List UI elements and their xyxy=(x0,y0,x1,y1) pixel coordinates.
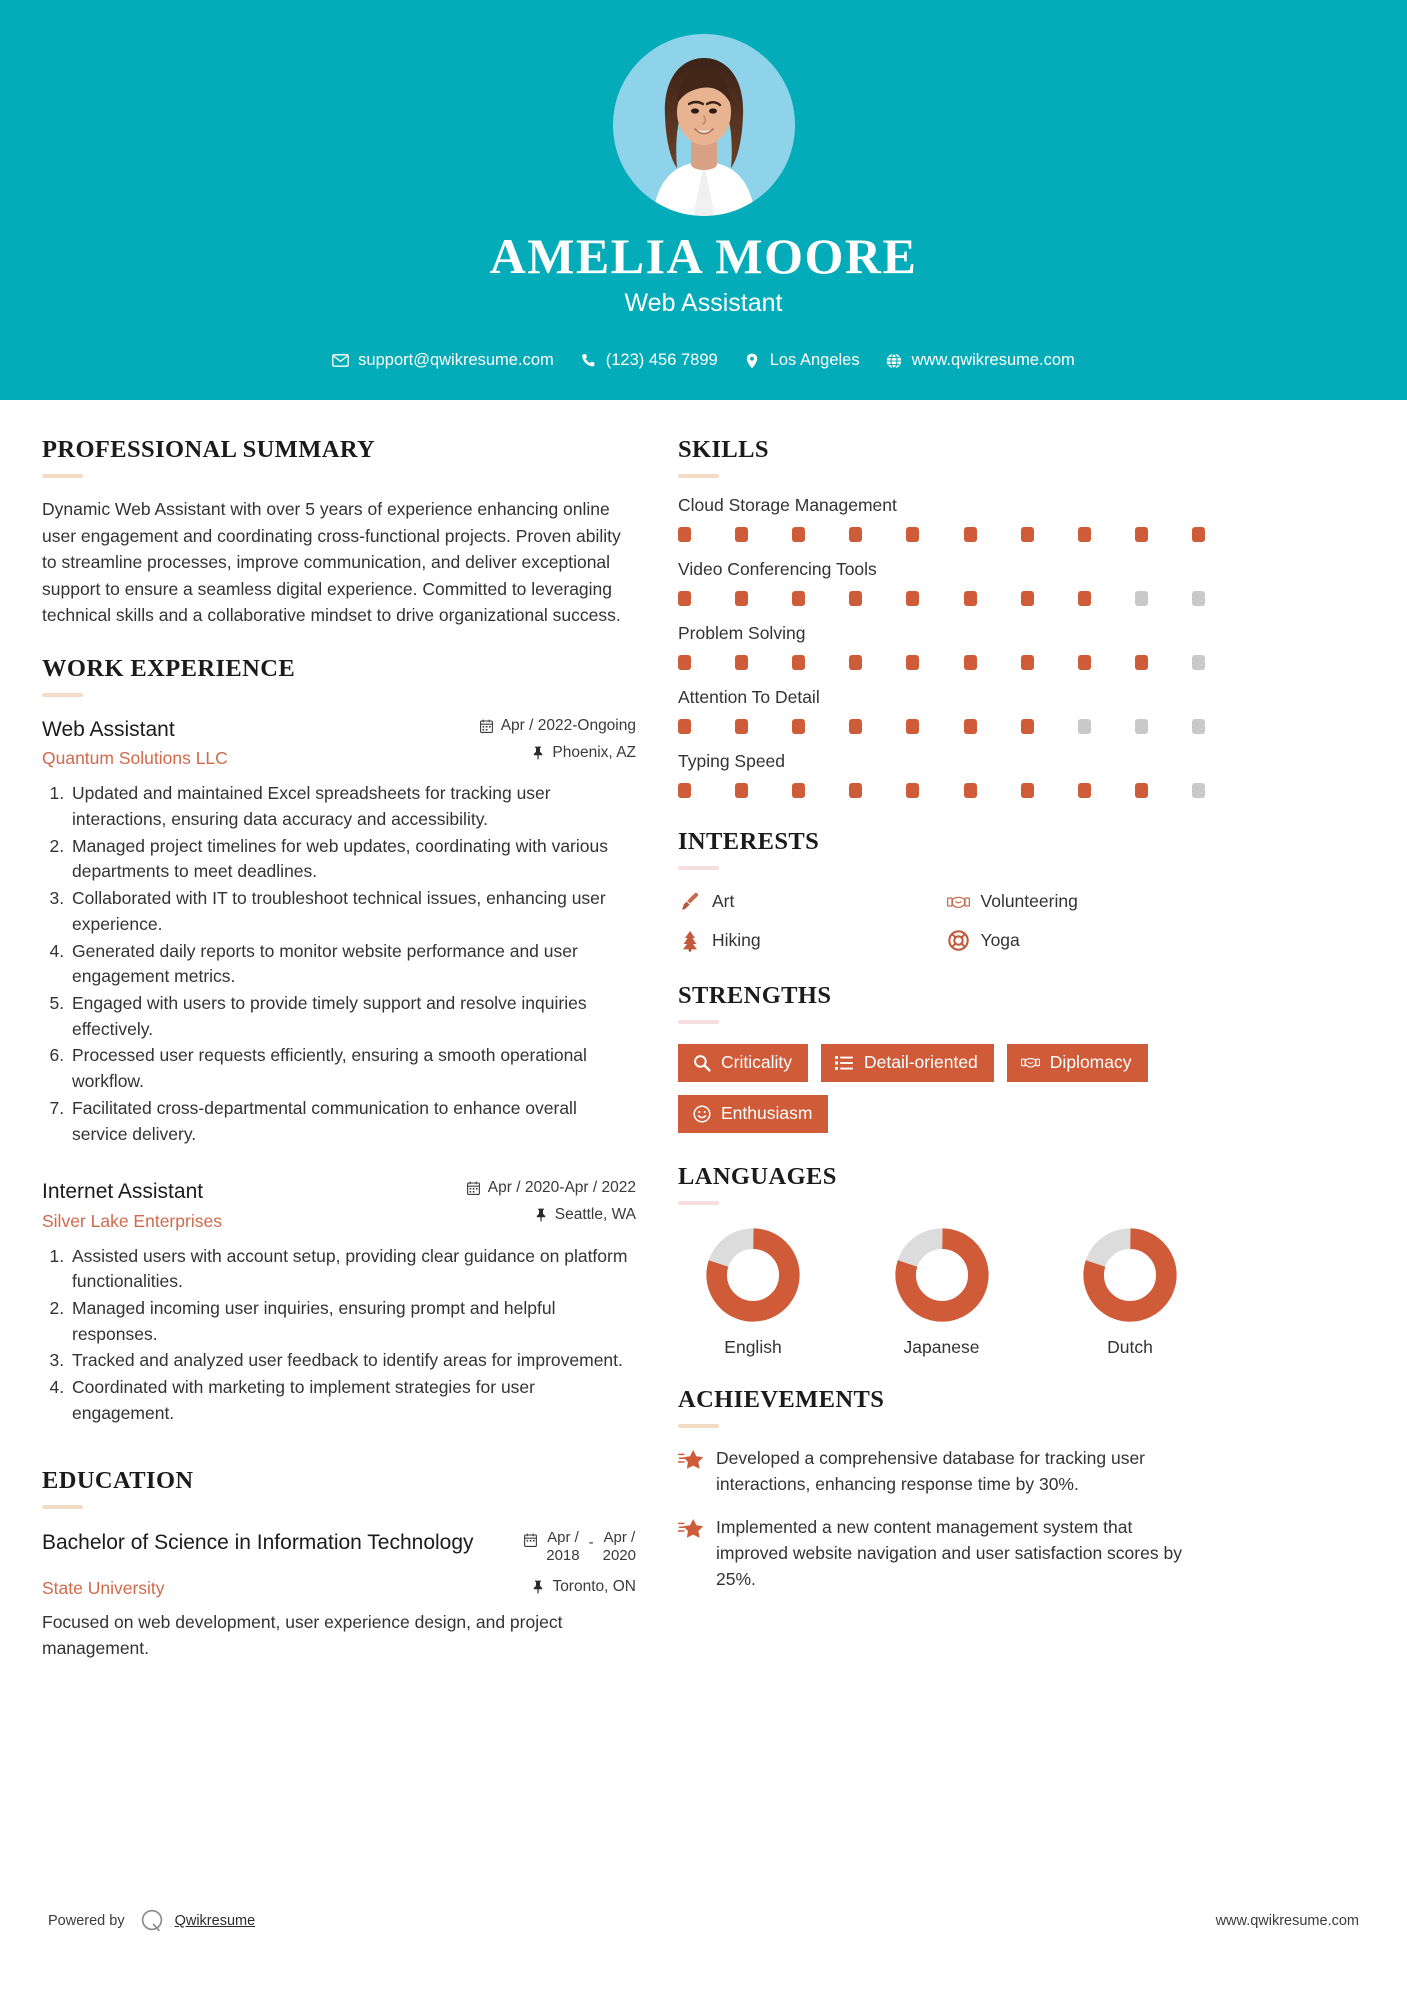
pushpin-icon xyxy=(531,745,545,760)
strength-label: Criticality xyxy=(721,1051,792,1072)
interest-item xyxy=(678,890,937,913)
skill-rating xyxy=(678,591,1205,606)
lifebuoy-icon xyxy=(947,929,970,952)
skill-dot xyxy=(735,591,748,606)
section-skills xyxy=(678,436,1205,798)
job-bullet: 2. Managed incoming user inquiries, ensuring prompt and helpful responses. xyxy=(69,1296,636,1347)
section-languages xyxy=(678,1163,1205,1358)
skill-item xyxy=(678,559,1205,606)
section-title-achievements: ACHIEVEMENTS xyxy=(678,1386,885,1413)
skill-dot xyxy=(1135,527,1148,542)
language-name: English xyxy=(724,1337,782,1357)
section-title-summary: PROFESSIONAL SUMMARY xyxy=(42,436,376,463)
job-bullet: 3. Tracked and analyzed user feedback to identify areas for improvement. xyxy=(69,1348,636,1374)
strength-tag xyxy=(821,1044,994,1082)
skill-dot xyxy=(792,719,805,734)
interests-grid xyxy=(678,890,1205,952)
language-name: Japanese xyxy=(903,1337,980,1357)
paintbrush-icon xyxy=(678,890,701,913)
education-location-text: Toronto, ON xyxy=(552,1578,636,1596)
section-rule xyxy=(42,474,83,478)
page-title: AMELIA MOORE xyxy=(489,228,918,284)
globe-icon xyxy=(886,352,903,369)
job-bullet: 1. Assisted users with account setup, providing clear guidance on platform functionalities. xyxy=(69,1244,636,1295)
skill-rating xyxy=(678,527,1205,542)
achievement-text: Implemented a new content management system that improved website navigation and user satisfaction scores by 25%. xyxy=(716,1517,1182,1589)
job-dates xyxy=(480,717,636,735)
work-entry xyxy=(42,717,636,1147)
interest-label: Volunteering xyxy=(980,891,1078,911)
job-company: Quantum Solutions LLC xyxy=(42,748,228,769)
left-column xyxy=(42,436,636,1668)
handshake-icon xyxy=(1021,1053,1040,1072)
skill-name: Attention To Detail xyxy=(678,687,820,707)
skill-dot xyxy=(1021,655,1034,670)
skill-dot xyxy=(964,783,977,798)
job-bullet: 3. Collaborated with IT to troubleshoot technical issues, enhancing user experience. xyxy=(69,886,636,937)
contact-email-text: support@qwikresume.com xyxy=(358,351,554,369)
skill-dot xyxy=(1078,719,1091,734)
job-dates-text: Apr / 2020-Apr / 2022 xyxy=(487,1179,636,1197)
education-dates xyxy=(524,1529,636,1567)
achievement-item xyxy=(678,1515,1205,1592)
skill-dot xyxy=(964,655,977,670)
skill-name: Typing Speed xyxy=(678,751,786,771)
education-date-end xyxy=(603,1529,636,1567)
contact-website[interactable] xyxy=(886,351,1075,370)
section-title-languages: LANGUAGES xyxy=(678,1163,837,1190)
qwikresume-brand-link[interactable]: Qwikresume xyxy=(174,1913,256,1929)
skill-dot xyxy=(964,719,977,734)
skill-dot xyxy=(1135,783,1148,798)
contact-phone-text: (123) 456 7899 xyxy=(605,351,718,369)
language-item xyxy=(867,1227,1017,1358)
contact-website-text: www.qwikresume.com xyxy=(911,351,1075,369)
skill-dot xyxy=(906,527,919,542)
avatar xyxy=(613,34,795,216)
skill-item xyxy=(678,495,1205,542)
calendar-icon xyxy=(524,1533,537,1547)
resume-header xyxy=(0,0,1407,400)
interest-item xyxy=(947,929,1206,952)
skill-dot xyxy=(964,527,977,542)
job-role: Internet Assistant xyxy=(42,1180,204,1204)
skill-dot xyxy=(735,783,748,798)
section-achievements xyxy=(678,1386,1205,1593)
pine-tree-icon xyxy=(678,929,701,952)
skill-dot xyxy=(849,719,862,734)
skill-dot xyxy=(906,655,919,670)
section-strengths xyxy=(678,982,1205,1133)
language-item xyxy=(678,1227,828,1358)
strengths-tag-list xyxy=(678,1044,1205,1133)
skill-dot xyxy=(792,783,805,798)
strength-tag xyxy=(678,1044,808,1082)
strength-label: Diplomacy xyxy=(1049,1051,1132,1072)
job-role: Web Assistant xyxy=(42,717,175,741)
skill-name: Cloud Storage Management xyxy=(678,495,897,515)
magnifier-icon xyxy=(692,1053,711,1072)
interest-item xyxy=(947,890,1206,913)
section-title-skills: SKILLS xyxy=(678,436,769,463)
interest-item xyxy=(678,929,937,952)
section-rule xyxy=(678,1020,719,1024)
section-title-strengths: STRENGTHS xyxy=(678,982,832,1009)
skill-dot xyxy=(1078,591,1091,606)
handshake-icon xyxy=(947,890,970,913)
skill-dot xyxy=(792,527,805,542)
job-bullet: 6. Processed user requests efficiently, ensuring a smooth operational workflow. xyxy=(69,1043,636,1094)
list-icon xyxy=(835,1053,854,1072)
skill-dot xyxy=(1192,655,1205,670)
skill-dot xyxy=(849,527,862,542)
skill-dot xyxy=(678,655,691,670)
right-column xyxy=(678,436,1205,1599)
language-donut-chart xyxy=(894,1227,990,1323)
skill-dot xyxy=(678,719,691,734)
education-degree: Bachelor of Science in Information Technology xyxy=(42,1530,474,1554)
skill-dot xyxy=(735,527,748,542)
section-title-interests: INTERESTS xyxy=(678,828,820,855)
pushpin-icon xyxy=(531,1580,545,1595)
achievement-item xyxy=(678,1446,1205,1497)
education-subheader xyxy=(42,1570,636,1599)
section-title-education: EDUCATION xyxy=(42,1466,194,1494)
skill-dot xyxy=(678,527,691,542)
contact-location-text: Los Angeles xyxy=(769,351,860,369)
section-education xyxy=(42,1467,636,1662)
skill-dot xyxy=(678,783,691,798)
pushpin-icon xyxy=(534,1208,548,1223)
skill-dot xyxy=(906,591,919,606)
skill-dot xyxy=(849,783,862,798)
strength-label: Detail-oriented xyxy=(863,1051,978,1072)
skill-dot xyxy=(1021,527,1034,542)
powered-by-label: Powered by xyxy=(48,1913,125,1929)
job-location xyxy=(480,744,636,762)
skill-dot xyxy=(792,591,805,606)
skill-item xyxy=(678,687,1205,734)
powered-by xyxy=(48,1908,255,1934)
section-rule xyxy=(678,474,719,478)
shooting-star-icon xyxy=(678,1517,704,1543)
work-entry-header xyxy=(42,717,636,769)
skill-dot xyxy=(1078,655,1091,670)
job-bullet-list xyxy=(42,1244,636,1427)
skill-rating xyxy=(678,655,1205,670)
section-title-work: WORK EXPERIENCE xyxy=(42,654,296,682)
section-rule xyxy=(42,693,83,697)
education-location xyxy=(531,1578,636,1596)
contact-email[interactable] xyxy=(332,351,554,370)
job-company: Silver Lake Enterprises xyxy=(42,1210,222,1231)
strength-label: Enthusiasm xyxy=(721,1102,813,1123)
job-dates xyxy=(467,1179,636,1197)
work-entry-header xyxy=(42,1179,636,1231)
interest-label: Art xyxy=(712,891,735,911)
summary-text: Dynamic Web Assistant with over 5 years of experience enhancing online user engagement and coordinating cross-functional projects. Proven ability to streamline processes, improve communication, and deliver exceptional support to ensure a seamless digital experience. Committed to leveraging technical skills and a collaborative mindset to drive organizational success. xyxy=(42,499,621,626)
skill-dot xyxy=(1021,591,1034,606)
work-entry xyxy=(42,1179,636,1426)
qwikresume-logo-icon xyxy=(139,1908,165,1934)
skill-dot xyxy=(1021,719,1034,734)
skill-dot xyxy=(906,719,919,734)
skill-dot xyxy=(849,655,862,670)
calendar-icon xyxy=(480,718,494,733)
education-school: State University xyxy=(42,1578,165,1599)
job-bullet: 4. Generated daily reports to monitor website performance and user engagement metrics. xyxy=(69,939,636,990)
envelope-icon xyxy=(332,352,349,369)
skill-dot xyxy=(1135,591,1148,606)
skill-dot xyxy=(1078,527,1091,542)
education-description: Focused on web development, user experience design, and project management. xyxy=(42,1612,563,1659)
section-rule xyxy=(678,1201,719,1205)
job-bullet: 7. Facilitated cross-departmental communication to enhance overall service delivery. xyxy=(69,1096,636,1147)
resume-body xyxy=(0,400,1407,1668)
skill-dot xyxy=(678,591,691,606)
achievement-text: Developed a comprehensive database for tracking user interactions, enhancing response time by 30%. xyxy=(716,1448,1145,1494)
job-bullet: 1. Updated and maintained Excel spreadsheets for tracking user interactions, ensuring data accuracy and accessibility. xyxy=(69,781,636,832)
job-bullet: 4. Coordinated with marketing to implement strategies for user engagement. xyxy=(69,1375,636,1426)
skill-dot xyxy=(735,655,748,670)
job-title: Web Assistant xyxy=(624,289,783,317)
skill-dot xyxy=(735,719,748,734)
job-bullet: 5. Engaged with users to provide timely support and resolve inquiries effectively. xyxy=(69,991,636,1042)
job-bullet-list xyxy=(42,781,636,1147)
education-entry xyxy=(42,1529,636,1662)
contact-phone[interactable] xyxy=(580,351,718,370)
languages-row xyxy=(678,1227,1205,1358)
skill-rating xyxy=(678,719,1205,734)
job-bullet: 2. Managed project timelines for web updates, coordinating with various departments to meet deadlines. xyxy=(69,834,636,885)
shooting-star-icon xyxy=(678,1448,704,1474)
profile-photo-illustration xyxy=(613,34,795,216)
job-location-text: Seattle, WA xyxy=(554,1206,636,1224)
location-pin-icon xyxy=(744,352,761,369)
skill-dot xyxy=(964,591,977,606)
skill-dot xyxy=(1192,783,1205,798)
skill-dot xyxy=(1135,719,1148,734)
section-work-experience xyxy=(42,655,636,1427)
section-rule xyxy=(678,1424,719,1428)
skill-item xyxy=(678,751,1205,798)
section-rule xyxy=(678,866,719,870)
skill-dot xyxy=(906,783,919,798)
strength-tag xyxy=(678,1095,828,1133)
skill-dot xyxy=(1192,527,1205,542)
footer-url[interactable]: www.qwikresume.com xyxy=(1215,1913,1359,1929)
skill-dot xyxy=(1192,719,1205,734)
section-interests xyxy=(678,828,1205,952)
smiley-icon xyxy=(692,1104,711,1123)
language-item xyxy=(1055,1227,1205,1358)
skill-dot xyxy=(792,655,805,670)
contact-location[interactable] xyxy=(744,351,860,370)
skill-dot xyxy=(1192,591,1205,606)
phone-icon xyxy=(580,352,597,369)
education-date-end-line2: 2020 xyxy=(602,1547,636,1565)
job-dates-text: Apr / 2022-Ongoing xyxy=(500,716,636,734)
section-professional-summary xyxy=(42,436,636,629)
skill-dot xyxy=(1021,783,1034,798)
interest-label: Hiking xyxy=(712,930,761,950)
language-donut-chart xyxy=(1082,1227,1178,1323)
job-location xyxy=(467,1206,636,1224)
skill-item xyxy=(678,623,1205,670)
interest-label: Yoga xyxy=(980,930,1020,950)
language-name: Dutch xyxy=(1107,1337,1153,1357)
skill-dot xyxy=(849,591,862,606)
skill-name: Video Conferencing Tools xyxy=(678,559,877,579)
section-rule xyxy=(42,1505,83,1509)
education-date-start xyxy=(546,1529,579,1567)
education-date-separator: - xyxy=(588,1533,594,1551)
skill-rating xyxy=(678,783,1205,798)
education-date-start-line2: 2018 xyxy=(546,1547,580,1565)
language-donut-chart xyxy=(705,1227,801,1323)
skill-dot xyxy=(1078,783,1091,798)
education-date-start-line1: Apr / xyxy=(547,1528,579,1546)
job-location-text: Phoenix, AZ xyxy=(552,743,636,761)
calendar-icon xyxy=(467,1181,481,1196)
page-footer xyxy=(0,1908,1407,1934)
skill-dot xyxy=(1135,655,1148,670)
skill-name: Problem Solving xyxy=(678,623,806,643)
education-date-end-line1: Apr / xyxy=(603,1528,636,1546)
contact-bar xyxy=(0,351,1407,370)
education-entry-header xyxy=(42,1529,636,1567)
strength-tag xyxy=(1007,1044,1148,1082)
